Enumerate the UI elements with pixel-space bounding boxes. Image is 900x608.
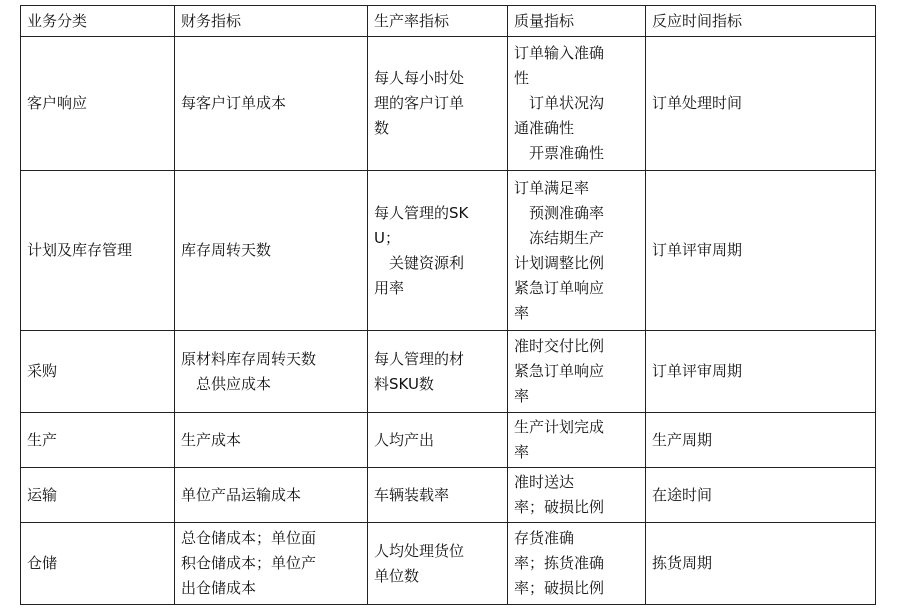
cell-line: 每人每小时处 (374, 69, 465, 87)
cell-finance (175, 468, 368, 523)
cell-response: 生产周期 (646, 413, 876, 468)
header-finance: 财务指标 (175, 6, 368, 37)
cell-line: 订单状况沟 (529, 94, 605, 112)
cell-category: 计划及库存管理 (21, 171, 175, 331)
cell-productivity (368, 468, 508, 523)
cell-category: 客户响应 (21, 37, 175, 171)
cell-line: 总仓储成本；单位面 (181, 529, 317, 547)
cell-line: 紧急订单响应 (514, 278, 605, 297)
cell-line: 通准确性 (514, 119, 575, 137)
cell-line: 预测准确率 (529, 203, 605, 222)
table-row (21, 413, 876, 468)
cell-line: 紧急订单响应 (514, 362, 605, 380)
cell-category: 生产 (21, 413, 175, 468)
cell-line: 总供应成本 (196, 374, 272, 393)
cell-line: 率 (514, 387, 530, 405)
header-productivity: 生产率指标 (368, 6, 508, 37)
cell-line: 单位数 (374, 566, 420, 585)
cell-line: 订单满足率 (514, 178, 590, 197)
cell-productivity (368, 413, 508, 468)
cell-category: 采购 (21, 331, 175, 413)
cell-finance (175, 413, 368, 468)
cell-line: 冻结期生产 (529, 228, 605, 247)
cell-line: U； (374, 228, 400, 247)
cell-line: 单位产品运输成本 (181, 485, 302, 504)
cell-line: 订单输入准确 (514, 44, 605, 62)
cell-line: 料SKU数 (374, 374, 434, 393)
cell-quality (508, 331, 646, 413)
cell-line: 理的客户订单 (374, 94, 465, 112)
cell-line: 积仓储成本；单位产 (181, 554, 317, 572)
cell-quality (508, 468, 646, 523)
cell-productivity (368, 37, 508, 171)
cell-line: 准时交付比例 (514, 337, 605, 355)
cell-quality (508, 413, 646, 468)
cell-line: 开票准确性 (529, 144, 605, 162)
cell-line: 出仓储成本 (181, 579, 257, 597)
metrics-table (20, 5, 876, 605)
cell-line: 数 (374, 119, 390, 137)
cell-finance (175, 331, 368, 413)
cell-response: 拣货周期 (646, 523, 876, 605)
cell-line: 率；拣货准确 (514, 554, 605, 572)
cell-productivity (368, 523, 508, 605)
cell-line: 生产成本 (181, 430, 242, 449)
table-row (21, 331, 876, 413)
cell-category: 运输 (21, 468, 175, 523)
cell-line: 生产计划完成 (514, 418, 605, 436)
cell-quality (508, 523, 646, 605)
cell-response: 订单评审周期 (646, 331, 876, 413)
cell-line: 原材料库存周转天数 (181, 349, 317, 368)
cell-response: 订单评审周期 (646, 171, 876, 331)
cell-line: 率 (514, 443, 530, 461)
cell-line: 库存周转天数 (181, 241, 272, 259)
cell-line: 计划调整比例 (514, 253, 605, 272)
cell-line: 准时送达 (514, 473, 575, 491)
cell-line: 率；破损比例 (514, 579, 605, 597)
table-row (21, 523, 876, 605)
cell-line: 性 (514, 69, 530, 87)
header-quality: 质量指标 (508, 6, 646, 37)
header-category: 业务分类 (21, 6, 175, 37)
cell-line: 用率 (374, 278, 405, 297)
cell-quality (508, 171, 646, 331)
cell-line: 率 (514, 303, 530, 322)
cell-line: 车辆装载率 (374, 485, 450, 504)
cell-line: 存货准确 (514, 529, 575, 547)
header-row (21, 6, 876, 37)
table-row (21, 171, 876, 331)
cell-line: 人均处理货位 (374, 541, 465, 560)
cell-productivity (368, 331, 508, 413)
cell-line: 每人管理的材 (374, 349, 465, 368)
cell-finance (175, 523, 368, 605)
cell-quality (508, 37, 646, 171)
table-row (21, 468, 876, 523)
cell-response: 订单处理时间 (646, 37, 876, 171)
cell-finance (175, 37, 368, 171)
cell-line: 每人管理的SK (374, 203, 469, 222)
header-response: 反应时间指标 (646, 6, 876, 37)
cell-line: 率；破损比例 (514, 498, 605, 516)
table-row (21, 37, 876, 171)
cell-line: 人均产出 (374, 430, 435, 449)
cell-finance (175, 171, 368, 331)
cell-category: 仓储 (21, 523, 175, 605)
cell-productivity (368, 171, 508, 331)
cell-response: 在途时间 (646, 468, 876, 523)
cell-line: 每客户订单成本 (181, 94, 287, 112)
cell-line: 关键资源利 (389, 253, 465, 272)
